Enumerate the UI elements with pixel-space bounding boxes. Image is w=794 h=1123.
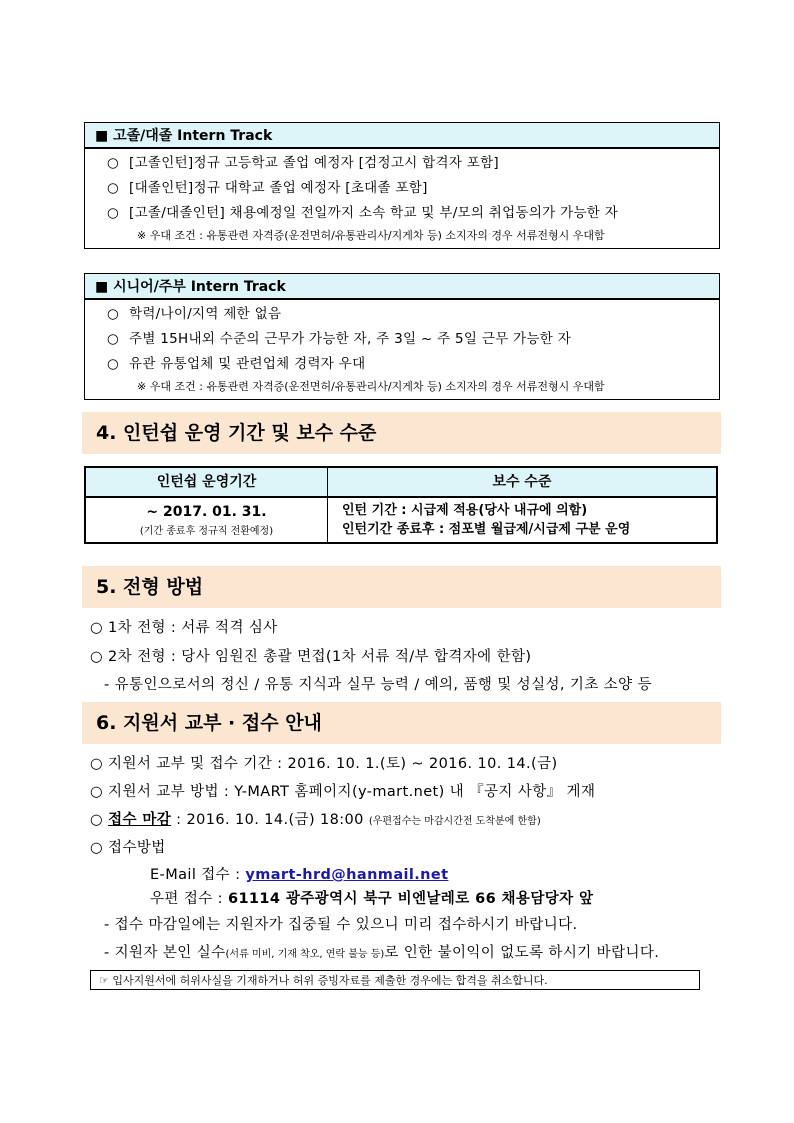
track-box-senior bbox=[84, 273, 720, 400]
section-6-heading: 6. 지원서 교부 · 접수 안내 bbox=[82, 702, 721, 744]
period-note: (기간 종료후 정규직 전환예정) bbox=[139, 526, 274, 537]
warning-notice: ☞ 입사지원서에 허위사실을 기재하거나 허위 증빙자료를 제출한 경우에는 합격을 취소합니다. bbox=[90, 970, 700, 990]
application-period: ○ 지원서 교부 및 접수 기간 : 2016. 10. 1.(토) ~ 2016. 10. 14.(금) bbox=[90, 756, 558, 772]
submission-method-header: ○ 접수방법 bbox=[90, 840, 166, 856]
post-submission: 우편 접수 : 61114 광주광역시 북구 비엔날레로 66 채용담당자 앞 bbox=[150, 891, 594, 907]
post-address: 61114 광주광역시 북구 비엔날레로 66 채용담당자 앞 bbox=[227, 891, 594, 907]
deadline-note: (우편접수는 마감시간전 도착분에 한함) bbox=[368, 816, 541, 827]
track-box-graduate bbox=[84, 122, 720, 249]
pay-line-after: 인턴기간 종료후 : 점포별 월급제/시급제 구분 운영 bbox=[342, 522, 631, 537]
note-applicant-error: - 지원자 본인 실수(서류 미비, 기재 착오, 연락 불능 등)로 인한 불이익이 없도록 하시기 바랍니다. bbox=[104, 945, 660, 961]
pay-table-row bbox=[86, 498, 716, 542]
track-item: ○ [대졸인턴]정규 대학교 졸업 예정자 [초대졸 포함] bbox=[85, 176, 719, 201]
email-submission: E-Mail 접수 : ymart-hrd@hanmail.net bbox=[150, 867, 449, 883]
application-method: ○ 지원서 교부 방법 : Y-MART 홈페이지(y-mart.net) 내 『공지 사항』 게재 bbox=[90, 784, 596, 800]
circle-bullet-icon: ○ bbox=[107, 356, 120, 372]
pay-cell bbox=[328, 498, 716, 542]
circle-bullet-icon: ○ bbox=[107, 180, 120, 196]
screening-criteria: - 유통인으로서의 정신 / 유통 지식과 실무 능력 / 예의, 품행 및 성실성, 기초 소양 등 bbox=[104, 677, 652, 693]
track-note: ※ 우대 조건 : 유통관련 자격증(운전면허/유통관리사/지게차 등) 소지자의 경우 서류전형시 우대함 bbox=[137, 229, 605, 242]
deadline-line: ○ 접수 마감 : 2016. 10. 14.(금) 18:00 (우편접수는 마감시간전 도착분에 한함) bbox=[90, 812, 541, 828]
email-link[interactable]: ymart-hrd@hanmail.net bbox=[245, 867, 449, 883]
track-title: ■ 고졸/대졸 Intern Track bbox=[85, 123, 719, 149]
circle-bullet-icon: ○ bbox=[107, 205, 120, 221]
note-deadline-crowd: - 접수 마감일에는 지원자가 집중될 수 있으니 미리 접수하시기 바랍니다. bbox=[104, 917, 578, 933]
section-5-heading: 5. 전형 방법 bbox=[82, 566, 721, 608]
track-item: ○ 주별 15H내외 수준의 근무가 가능한 자, 주 3일 ~ 주 5일 근무 가능한 자 bbox=[85, 327, 719, 352]
track-item: ○ [고졸/대졸인턴] 채용예정일 전일까지 소속 학교 및 부/모의 취업동의가 가능한 자 bbox=[85, 201, 719, 226]
circle-bullet-icon: ○ bbox=[107, 306, 120, 322]
track-note: ※ 우대 조건 : 유통관련 자격증(운전면허/유통관리사/지게차 등) 소지자의 경우 서류전형시 우대함 bbox=[137, 380, 605, 393]
circle-bullet-icon: ○ bbox=[107, 155, 120, 171]
header-period: 인턴쉽 운영기간 bbox=[86, 468, 328, 496]
section-4-heading: 4. 인턴쉽 운영 기간 및 보수 수준 bbox=[82, 412, 721, 454]
pay-table bbox=[84, 466, 718, 544]
header-pay: 보수 수준 bbox=[492, 474, 552, 490]
period-value: ~ 2017. 01. 31. bbox=[146, 504, 267, 520]
screening-step-1: ○ 1차 전형 : 서류 적격 심사 bbox=[90, 620, 278, 636]
deadline-label: 접수 마감 bbox=[108, 812, 172, 828]
track-title: ■ 시니어/주부 Intern Track bbox=[85, 274, 719, 300]
circle-bullet-icon: ○ bbox=[107, 331, 120, 347]
track-item: ○ 학력/나이/지역 제한 없음 bbox=[85, 302, 719, 327]
pay-line-intern: 인턴 기간 : 시급제 적용(당사 내규에 의함) bbox=[342, 503, 588, 518]
period-cell bbox=[86, 498, 328, 542]
track-item: ○ [고졸인턴]정규 고등학교 졸업 예정자 [검정고시 합격자 포함] bbox=[85, 151, 719, 176]
pay-table-header bbox=[86, 468, 716, 498]
screening-step-2: ○ 2차 전형 : 당사 임원진 총괄 면접(1차 서류 적/부 합격자에 한함) bbox=[90, 649, 532, 665]
track-item: ○ 유관 유통업체 및 관련업체 경력자 우대 bbox=[85, 352, 719, 377]
